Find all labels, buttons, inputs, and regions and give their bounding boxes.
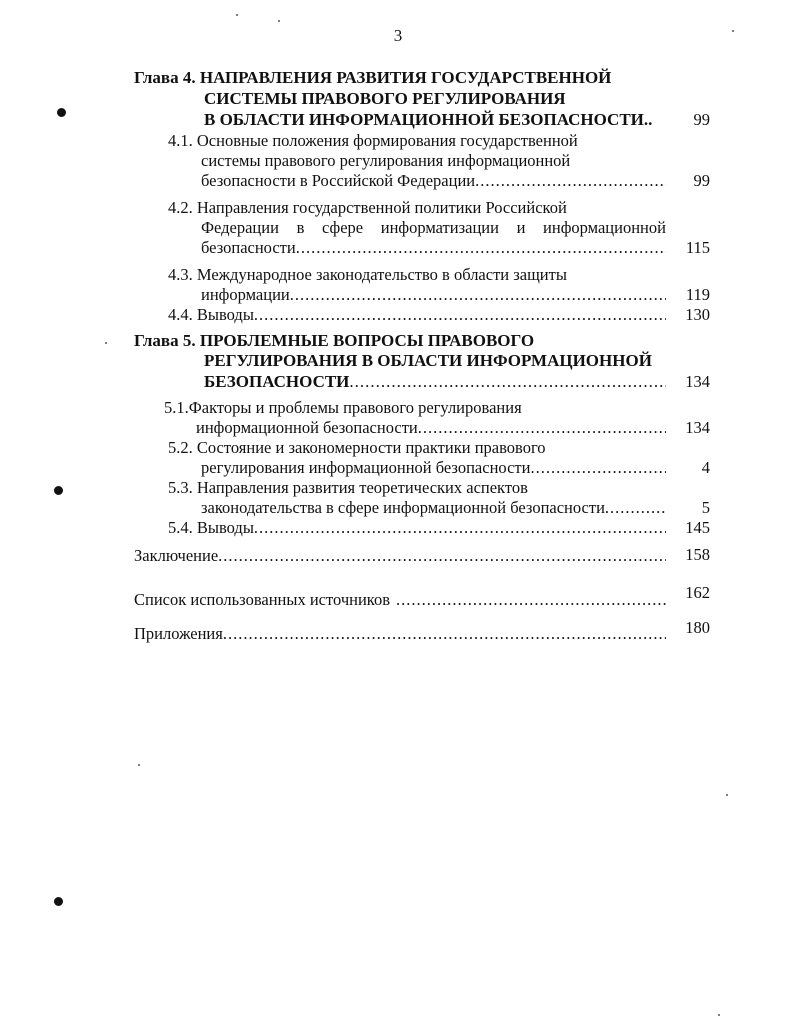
scan-speck: [732, 30, 734, 32]
toc-section-5-4-text: 5.4. Выводы: [168, 518, 254, 537]
dot-leader: [349, 372, 666, 392]
page-number: 3: [393, 26, 403, 45]
dot-leader: [218, 546, 666, 566]
scan-mark: [54, 486, 63, 495]
dot-leader: [296, 238, 666, 258]
toc-chapter-5-title-line1: Глава 5. ПРОБЛЕМНЫЕ ВОПРОСЫ ПРАВОВОГО: [134, 331, 535, 350]
toc-section-5-1-line2: [196, 418, 666, 438]
toc-chapter-4-page: 99: [693, 110, 710, 129]
word: информационной: [543, 218, 666, 237]
dot-leader: [530, 458, 666, 478]
toc-chapter-5-title-line3-text: БЕЗОПАСНОСТИ: [204, 372, 350, 391]
toc-sources-page: 162: [685, 583, 710, 602]
toc-appendices: [134, 624, 666, 644]
toc-section-4-2-line2: [201, 218, 666, 238]
dot-leader: [254, 305, 666, 325]
toc-section-4-3-page: 119: [685, 285, 710, 304]
toc-chapter-5-title-line2: РЕГУЛИРОВАНИЯ В ОБЛАСТИ ИНФОРМАЦИОННОЙ: [204, 351, 652, 370]
toc-conclusion-page: 158: [685, 545, 710, 564]
toc-chapter-4-title-line2: СИСТЕМЫ ПРАВОВОГО РЕГУЛИРОВАНИЯ: [204, 89, 566, 108]
toc-section-5-2-line2: [201, 458, 666, 478]
word: информатизации: [380, 218, 499, 237]
scan-speck: [278, 20, 280, 22]
toc-appendices-text: Приложения: [134, 624, 223, 643]
toc-section-4-1-page: 99: [693, 171, 710, 190]
toc-section-5-2-page: 4: [701, 458, 710, 477]
toc-section-4-2-line3-text: безопасности: [201, 238, 296, 257]
scan-speck: [726, 794, 728, 796]
toc-chapter-5-title-line3: [204, 372, 666, 392]
toc-section-4-3-line1: 4.3. Международное законодательство в области защиты: [168, 265, 567, 284]
toc-section-5-3-line2-text: законодательства в сфере информационной безопасности: [201, 498, 605, 517]
dot-leader: [390, 590, 666, 610]
scan-speck: [236, 14, 238, 16]
toc-chapter-4-title-line1: Глава 4. НАПРАВЛЕНИЯ РАЗВИТИЯ ГОСУДАРСТВЕННОЙ: [134, 68, 612, 87]
scan-speck: [718, 1014, 720, 1016]
toc-section-5-1-page: 134: [685, 418, 710, 437]
toc-section-5-3-page: 5: [701, 498, 710, 517]
toc-section-4-4-text: 4.4. Выводы: [168, 305, 254, 324]
toc-chapter-5-page: 134: [685, 372, 710, 391]
toc-conclusion: [134, 546, 666, 566]
word: в: [296, 218, 305, 237]
toc-section-4-1-line1: 4.1. Основные положения формирования государственной: [168, 131, 578, 150]
toc-sources-text: Список использованных источников: [134, 590, 390, 609]
toc-section-5-4: [168, 518, 666, 538]
toc-section-4-2-page: 115: [685, 238, 710, 257]
toc-section-4-4: [168, 305, 666, 325]
toc-section-4-2-line1: 4.2. Направления государственной политики Российской: [168, 198, 567, 217]
toc-section-4-1-line3: [201, 171, 666, 191]
toc-section-4-3-line2-text: информации: [201, 285, 290, 304]
toc-conclusion-text: Заключение: [134, 546, 219, 565]
dot-leader: [254, 518, 666, 538]
dot-leader: [290, 285, 666, 305]
dot-leader: [223, 624, 666, 644]
scan-mark: [54, 897, 63, 906]
toc-section-4-1-line2: системы правового регулирования информационной: [201, 151, 571, 170]
scan-mark: [57, 108, 66, 117]
toc-section-5-4-page: 145: [685, 518, 710, 537]
word: Федерации: [201, 218, 279, 237]
toc-section-5-1-line1: 5.1.Факторы и проблемы правового регулирования: [164, 398, 522, 417]
toc-section-4-3-line2: [201, 285, 666, 305]
toc-appendices-page: 180: [685, 618, 710, 637]
toc-section-4-1-line3-text: безопасности в Российской Федерации: [201, 171, 476, 190]
scan-speck: [105, 342, 107, 344]
toc-section-5-1-line2-text: информационной безопасности: [196, 418, 418, 437]
scan-speck: [138, 764, 140, 766]
toc-sources: [134, 590, 666, 610]
toc-chapter-4-title-line3: В ОБЛАСТИ ИНФОРМАЦИОННОЙ БЕЗОПАСНОСТИ..: [204, 110, 653, 129]
word: и: [516, 218, 526, 237]
word: сфере: [321, 218, 364, 237]
dot-leader: [475, 171, 666, 191]
toc-section-5-2-line1: 5.2. Состояние и закономерности практики правового: [168, 438, 546, 457]
toc-section-5-3-line2: [201, 498, 666, 518]
toc-section-5-2-line2-text: регулирования информационной безопасности: [201, 458, 531, 477]
toc-section-4-4-page: 130: [685, 305, 710, 324]
toc-section-4-2-line3: [201, 238, 666, 258]
toc-section-5-3-line1: 5.3. Направления развития теоретических аспектов: [168, 478, 528, 497]
dot-leader: [418, 418, 666, 438]
